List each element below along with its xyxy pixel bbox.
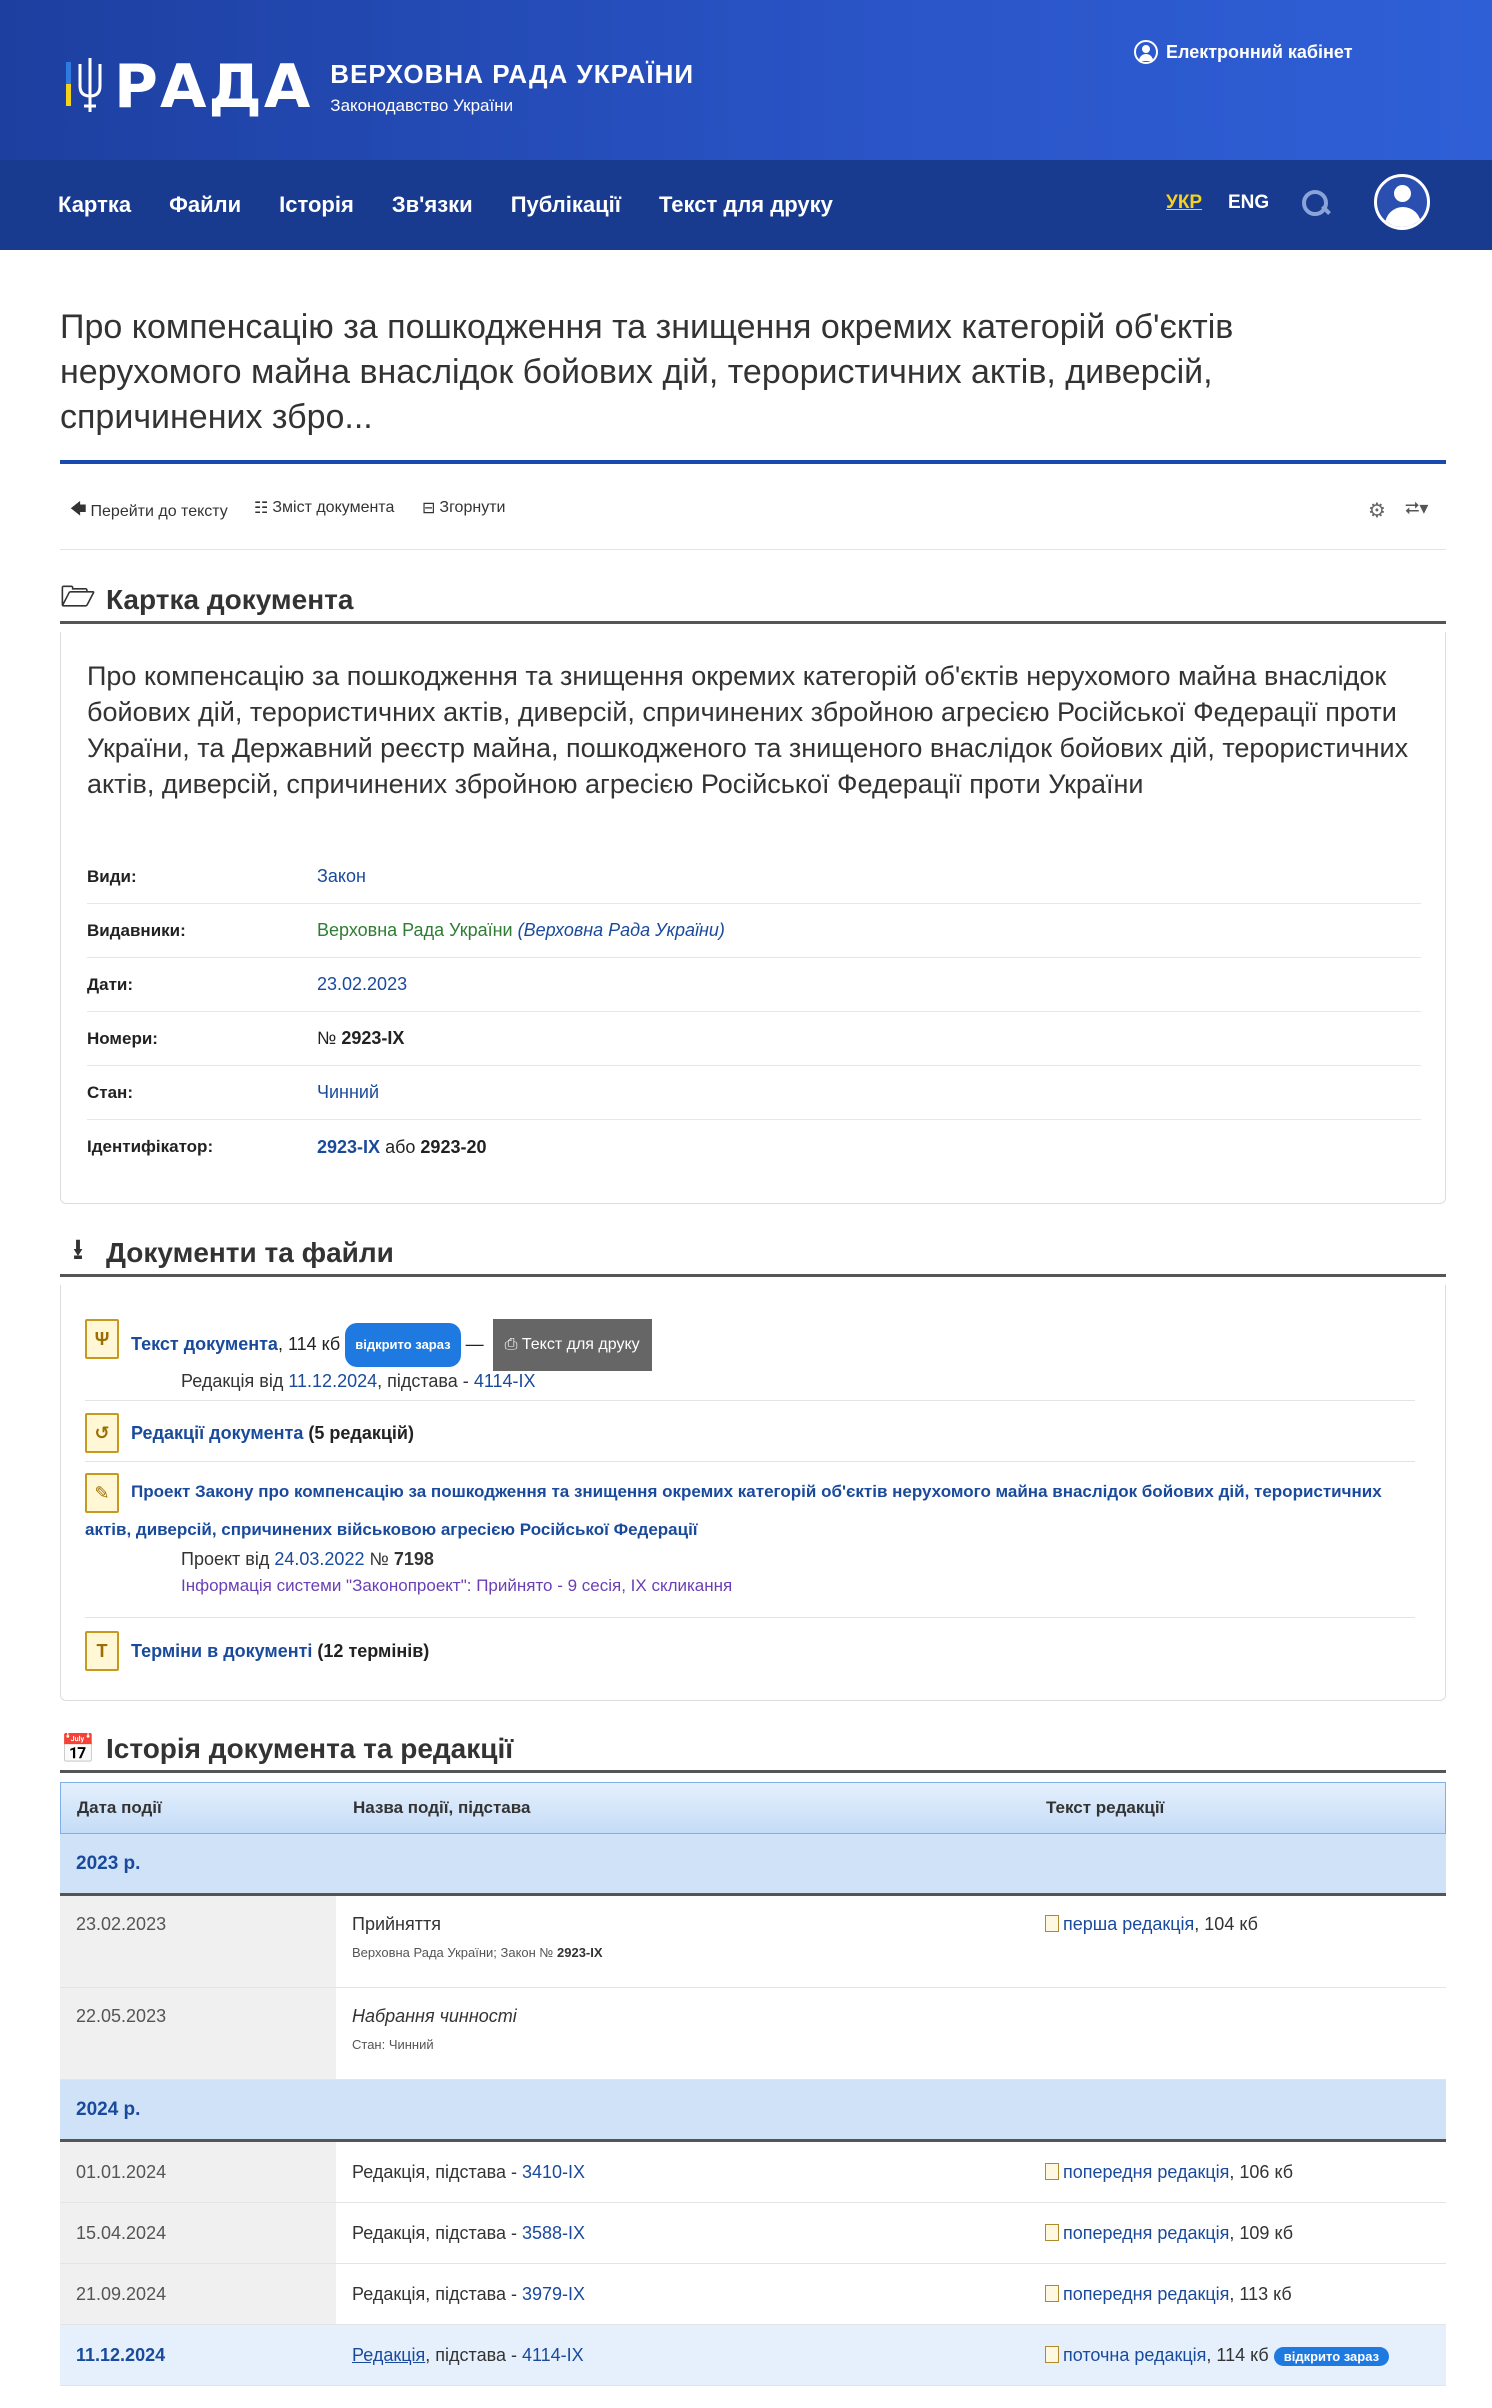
event-date: 01.01.2024: [76, 2162, 167, 2182]
file-row-draft: [85, 1473, 1415, 1596]
edition-link[interactable]: поточна редакція: [1063, 2345, 1207, 2365]
tab-history[interactable]: Історія: [279, 192, 354, 217]
edit-doc-icon: ✎: [85, 1473, 119, 1513]
table-row: [60, 1896, 1446, 1988]
state-link[interactable]: Чинний: [317, 1082, 380, 1102]
prop-label: Видавники:: [87, 920, 186, 940]
calendar-icon: 📅: [60, 1733, 96, 1764]
edition-size: , 104 кб: [1194, 1914, 1258, 1934]
edition-size: , 113 кб: [1229, 2284, 1292, 2304]
logo-word: РАДА: [114, 52, 313, 122]
file-icon: [1045, 2163, 1059, 2180]
edition-size: , 114 кб: [1206, 2345, 1269, 2365]
draft-prefix: Проект від: [181, 1549, 270, 1569]
site-header: [0, 0, 1492, 160]
page-title: Про компенсацію за пошкодження та знищення окремих категорій об'єктів нерухомого майна внаслідок бойових дій, терористичних актів, диверсій, спричинених збро...: [60, 308, 1234, 436]
draft-date-link[interactable]: 24.03.2022: [274, 1549, 365, 1569]
document-card: [60, 632, 1446, 1204]
ecabinet-link[interactable]: [1134, 40, 1353, 64]
basis-link[interactable]: 4114-IX: [521, 2345, 584, 2365]
event-name: Редакція, підстава -: [352, 2223, 517, 2243]
edition-line: [181, 1371, 1415, 1392]
table-row: [60, 1988, 1446, 2080]
event-name: Редакція, підстава -: [352, 2284, 517, 2304]
terms-link[interactable]: Терміни в документі: [131, 1641, 313, 1661]
basis-link[interactable]: 3410-IX: [521, 2162, 586, 2182]
event-date: 11.12.2024: [76, 2345, 166, 2365]
draft-info-link[interactable]: Інформація системи "Законопроект": Прийнято - 9 сесія, IX скликання: [181, 1576, 733, 1595]
tab-files[interactable]: Файли: [169, 192, 242, 217]
table-row: [60, 2142, 1446, 2203]
divider: [85, 1461, 1415, 1462]
draft-line: [181, 1549, 1415, 1570]
event-date: 21.09.2024: [76, 2284, 167, 2304]
file-icon: [1045, 2346, 1059, 2363]
col-text: Текст редакції: [1046, 1798, 1165, 1817]
tab-card[interactable]: Картка: [58, 192, 132, 217]
prop-numbers: [87, 1012, 1421, 1066]
event-date: 23.02.2023: [76, 1914, 167, 1934]
gear-icon[interactable]: ⚙: [1368, 500, 1386, 522]
doc-text-link[interactable]: Текст документа: [131, 1333, 278, 1354]
lang-eng[interactable]: ENG: [1228, 192, 1270, 213]
contents-label: Зміст документа: [272, 499, 395, 516]
file-row-terms: [85, 1629, 1415, 1673]
prop-dates: [87, 958, 1421, 1012]
files-box: [60, 1285, 1446, 1701]
card-heading-label: Картка документа: [106, 583, 354, 615]
contents-button[interactable]: [254, 498, 394, 518]
event-sub-no: 2923-IX: [557, 1945, 603, 1960]
publisher-link[interactable]: Верховна Рада України: [317, 920, 513, 940]
year-row: 2024 р.: [60, 2080, 1446, 2142]
logo-subtitle: [330, 59, 694, 116]
numbers-prefix: №: [317, 1028, 337, 1048]
prop-label: Ідентифікатор:: [87, 1137, 214, 1156]
collapse-button[interactable]: [422, 498, 505, 518]
share-icon[interactable]: ⮂▾: [1405, 498, 1429, 518]
tab-print-text[interactable]: Текст для друку: [658, 192, 833, 217]
edition-size: , 109 кб: [1229, 2223, 1294, 2243]
file-icon: [1045, 2285, 1059, 2302]
identifier-or: або: [385, 1136, 416, 1157]
search-icon[interactable]: [1300, 188, 1332, 220]
event-name: Прийняття: [352, 1914, 441, 1934]
draft-no-prefix: №: [369, 1549, 389, 1569]
file-row-text: [85, 1319, 1415, 1392]
prop-label: Номери:: [87, 1028, 158, 1048]
logo-line2: Законодавство України: [330, 95, 514, 115]
logo-line1: ВЕРХОВНА РАДА УКРАЇНИ: [330, 58, 695, 89]
download-icon: ⭳: [73, 1233, 83, 1265]
minus-square-icon: ⊟: [422, 500, 436, 517]
tab-links[interactable]: Зв'язки: [391, 192, 473, 217]
history-table: [60, 1782, 1446, 2386]
divider: [85, 1400, 1415, 1401]
prop-identifier: [87, 1120, 1421, 1174]
files-heading: [60, 1231, 1446, 1277]
print-btn-label: Текст для друку: [521, 1336, 640, 1353]
kinds-link[interactable]: Закон: [317, 866, 366, 886]
basis-link[interactable]: 3979-IX: [521, 2284, 586, 2304]
prop-label: Види:: [87, 866, 137, 886]
goto-text-label: Перейти до тексту: [90, 502, 228, 520]
document-trident-icon: Ψ: [85, 1319, 119, 1359]
col-name: Назва події, підстава: [353, 1798, 531, 1817]
table-row: [60, 2203, 1446, 2264]
collapse-label: Згорнути: [439, 499, 506, 516]
event-name: Редакція, підстава -: [352, 2162, 517, 2182]
ecabinet-label: Електронний кабінет: [1166, 41, 1353, 62]
event-sub: Стан: Чинний: [352, 2037, 434, 2052]
identifier-alt: 2923-20: [420, 1136, 487, 1157]
card-heading: [60, 578, 1446, 624]
main-nav: [0, 160, 1492, 250]
file-row-editions: [85, 1411, 1415, 1455]
tab-publications[interactable]: Публікації: [510, 192, 621, 217]
event-name-rest: , підстава -: [425, 2345, 517, 2365]
date-link[interactable]: 23.02.2023: [317, 974, 408, 994]
print-text-button[interactable]: [493, 1319, 652, 1371]
table-row: [60, 2264, 1446, 2325]
edition-basis-text: , підстава -: [377, 1371, 469, 1391]
user-circle-icon: [1134, 40, 1158, 64]
dash: —: [465, 1333, 484, 1354]
event-date: 15.04.2024: [76, 2223, 167, 2243]
prop-state: [87, 1066, 1421, 1120]
print-icon: ⎙: [504, 1336, 518, 1353]
history-heading: [60, 1727, 1446, 1773]
goto-text-button[interactable]: [70, 498, 228, 525]
edition-link[interactable]: попередня редакція: [1063, 2223, 1230, 2243]
event-name: Набрання чинності: [352, 2006, 517, 2026]
edition-date-link[interactable]: 11.12.2024: [288, 1371, 378, 1391]
number-value: 2923-IX: [341, 1028, 405, 1048]
files-heading-label: Документи та файли: [106, 1236, 394, 1268]
event-date: 22.05.2023: [76, 2006, 167, 2026]
year-row: 2023 р.: [60, 1834, 1446, 1896]
edition-link[interactable]: перша редакція: [1063, 1914, 1195, 1934]
file-icon: [1045, 2224, 1059, 2241]
card-title: Про компенсацію за пошкодження та знищення окремих категорій об'єктів нерухомого майна внаслідок бойових дій, терористичних актів, диверсій, спричинених збройною агресією Російської Федерації проти України, та Державний реєстр майна, пошкодженого та знищеного внаслідок бойових дій, терористичних актів, диверсій, спричинених збройною агресією Російської Федерації проти України: [87, 661, 1409, 799]
terms-doc-icon: T: [85, 1631, 119, 1671]
basis-link[interactable]: 3588-IX: [521, 2223, 586, 2243]
terms-count: (12 термінів): [317, 1641, 430, 1661]
edition-prefix: Редакція від: [181, 1371, 284, 1391]
folder-open-icon: 🗁: [60, 580, 96, 612]
divider: [85, 1617, 1415, 1618]
prop-publishers: [87, 904, 1421, 958]
edition-link[interactable]: попередня редакція: [1063, 2284, 1230, 2304]
col-date: Дата події: [77, 1798, 162, 1817]
open-now-badge: відкрито зараз: [1274, 2347, 1389, 2366]
draft-link[interactable]: Проект Закону про компенсацію за пошкодження та знищення окремих категорій об'єктів нерухомого майна внаслідок бойових дій, терористичних актів, диверсій, спричинених військовою агресією Російської Федерації: [85, 1482, 1382, 1539]
history-heading-label: Історія документа та редакції: [106, 1732, 514, 1764]
edition-basis-link[interactable]: 4114-IX: [473, 1371, 536, 1391]
table-header: [60, 1782, 1446, 1834]
publisher-alt[interactable]: (Верховна Рада України): [517, 920, 725, 940]
file-icon: [1045, 1915, 1059, 1932]
sitemap-icon: ☷: [254, 500, 269, 517]
open-now-badge: відкрито зараз: [345, 1323, 460, 1367]
title-divider: [60, 460, 1446, 464]
edition-link[interactable]: попередня редакція: [1063, 2162, 1230, 2182]
prop-label: Стан:: [87, 1082, 133, 1102]
doc-toolbar: [60, 480, 1446, 550]
draft-no: 7198: [393, 1549, 434, 1569]
prop-kinds: [87, 850, 1421, 904]
table-row-current: [60, 2325, 1446, 2386]
editions-count: (5 редакцій): [308, 1423, 414, 1443]
lang-ukr[interactable]: УКР: [1166, 192, 1203, 213]
edition-size: , 106 кб: [1229, 2162, 1294, 2182]
event-sub: Верховна Рада України; Закон №: [352, 1945, 554, 1960]
history-doc-icon: ↺: [85, 1413, 119, 1453]
arrow-left-icon: 🡄: [70, 501, 87, 518]
identifier-link[interactable]: 2923-IX: [317, 1136, 381, 1157]
doc-text-size: , 114 кб: [277, 1333, 341, 1354]
edition-name-link[interactable]: Редакція: [352, 2345, 426, 2365]
prop-label: Дати:: [87, 974, 134, 994]
trident-icon: [60, 56, 104, 118]
avatar[interactable]: [1374, 174, 1430, 230]
editions-link[interactable]: Редакції документа: [131, 1423, 304, 1443]
site-logo[interactable]: [60, 52, 695, 122]
